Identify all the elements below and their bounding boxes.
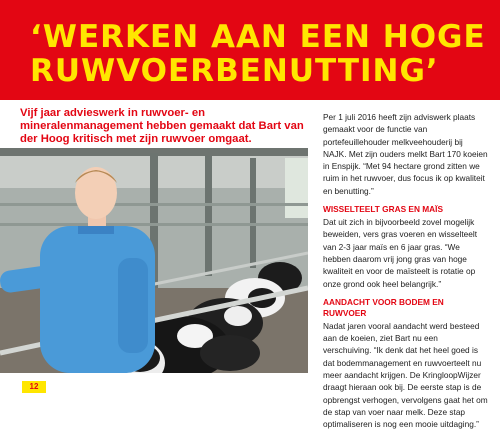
photo-illustration	[0, 148, 308, 373]
intro-text: Vijf jaar advieswerk in ruwvoer- en mineralenmanagement hebben gemaakt dat Bart van der Hoog kritisch met zijn ruwvoer omgaat.	[20, 107, 304, 145]
section-heading-2: AANDACHT VOOR BODEM EN RUWVOER	[323, 296, 444, 318]
article-body	[323, 111, 488, 431]
article-headline	[30, 20, 486, 88]
body-paragraph-1: Per 1 juli 2016 heeft zijn adviswerk plaats gemaakt voor de functie van portefeuillehouder melkveehouderij bij NAJK. Met zijn ouders melkt Bart 170 koeien in Enspijk. “Met 94 hectare grond zitten we ruim in het ruwvoer, dus focus ik op kwaliteit en benutting.”	[323, 112, 488, 196]
body-paragraph-2: Dat uit zich in bijvoorbeeld zovel mogelijk beweiden, vers gras voeren en wisselteelt van 2-3 jaar maïs en 6 jaar gras. “We hebben daarom vrij jong gras van hoge kwaliteit en voor de maïsteelt is rotatie op onze grond ook heel belangrijk.”	[323, 217, 478, 289]
barn-photo	[0, 148, 308, 373]
page-number: 12	[22, 381, 46, 393]
header-banner	[0, 0, 500, 100]
section-heading-1: WISSELTEELT GRAS EN MAÏS	[323, 204, 444, 215]
headline-line-2: RUWVOERBENUTTING’	[30, 53, 439, 89]
body-paragraph-3: Nadat jaren vooral aandacht werd besteed aan de koeien, ziet Bart nu een verschuiving. “Ik denk dat het heel goed is dat bodemmanagement en ruwvoerteelt nu meer aandacht krijgen. De KringloopWijzer draagt hieraan ook bij. De eerste stap is de opbrengst verhogen, vervolgens gaat het om de stap van voer naar melk. Deze stap optimaliseren is nog een mooie uitdaging.”	[323, 320, 488, 430]
headline-line-1: ‘WERKEN AAN EEN HOGE	[30, 19, 486, 55]
